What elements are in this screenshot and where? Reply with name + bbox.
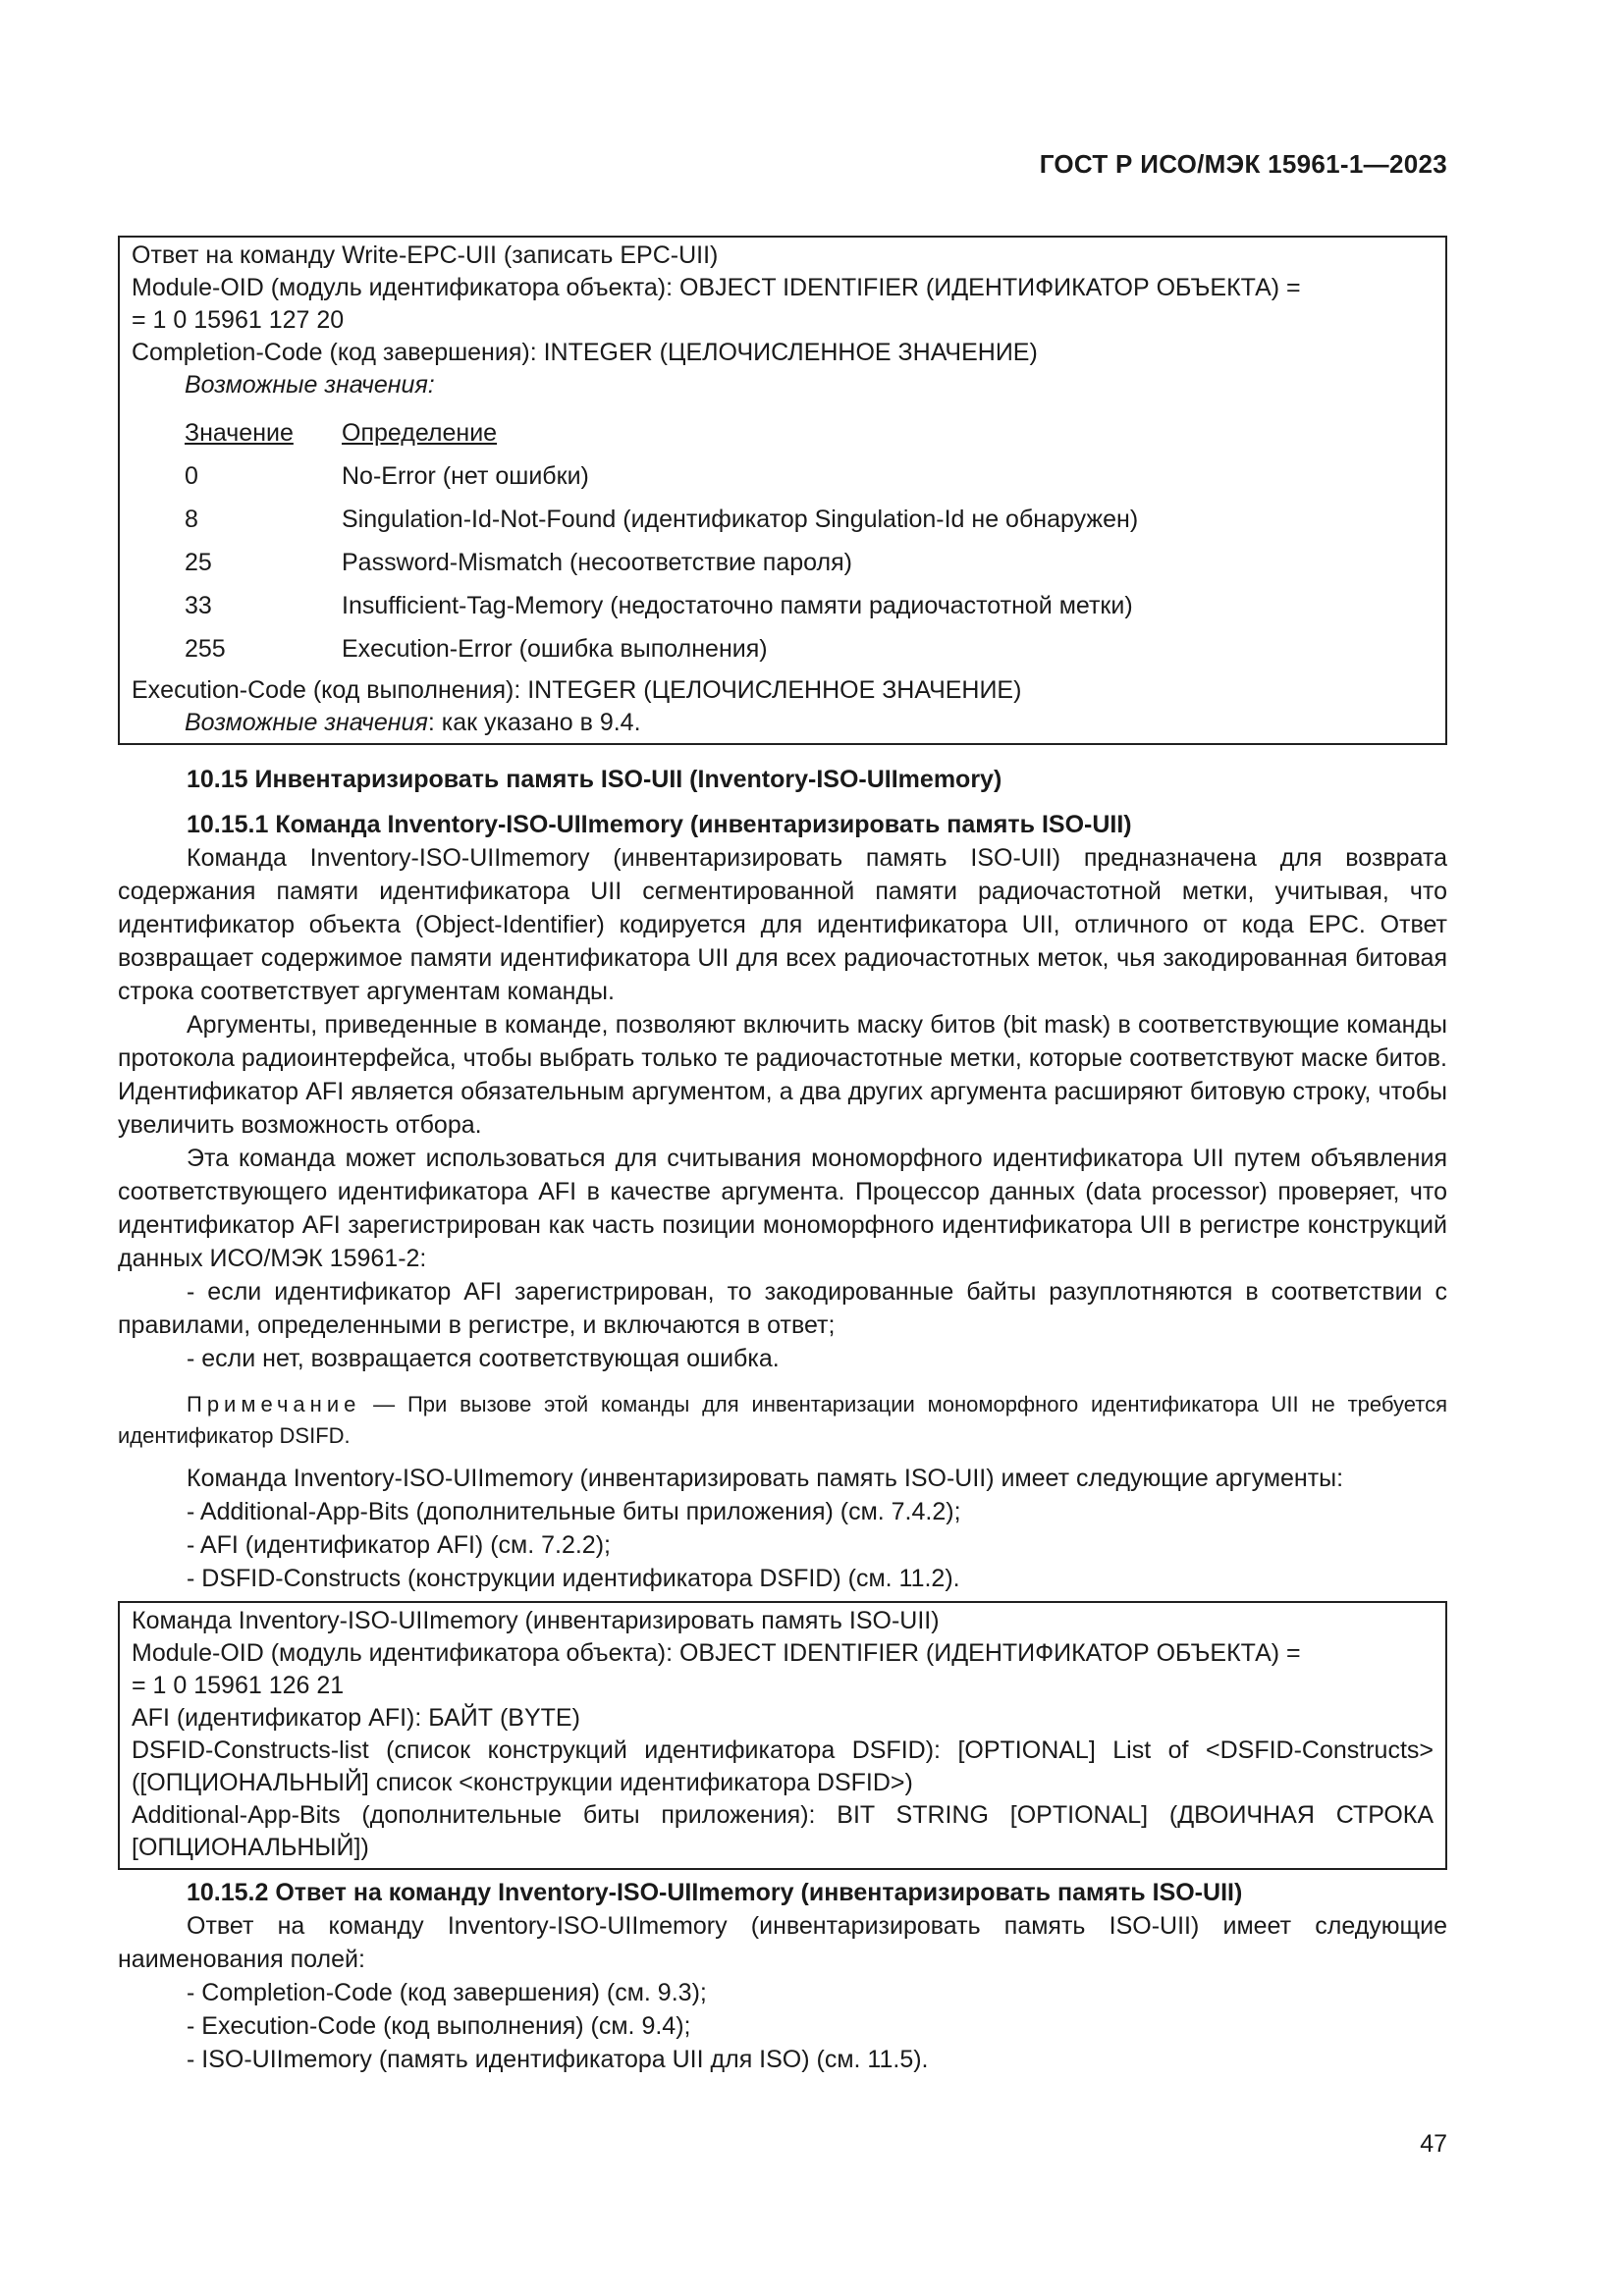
section-heading-10-15-1: 10.15.1 Команда Inventory-ISO-UIImemory (инвентаризировать память ISO-UII) xyxy=(187,811,1132,838)
row-value: 33 xyxy=(185,592,212,619)
command-inventory-iso-uiimemory-box xyxy=(118,1601,1447,1870)
paragraph: Аргументы, приведенные в команде, позволяют включить маску битов (bit mask) в соответствующие команды протокола радиоинтерфейса, чтобы выбрать только те радиочастотные метки, которые соответствуют маске битов. Идентификатор AFI является обязательным аргументом, а два других аргумента расширяют битовую строку, чтобы увеличить возможность отбора. xyxy=(118,1011,1447,1139)
list-item: - если идентификатор AFI зарегистрирован, то закодированные байты разуплотняются в соответствии с правилами, определенными в регистре, и включаются в ответ; xyxy=(118,1278,1447,1339)
section-heading-10-15-2: 10.15.2 Ответ на команду Inventory-ISO-UIImemory (инвентаризировать память ISO-UII) xyxy=(187,1879,1243,1906)
values-table-header xyxy=(185,411,1434,454)
list-item: - AFI (идентификатор AFI) (см. 7.2.2); xyxy=(187,1531,611,1559)
arguments-intro: Команда Inventory-ISO-UIImemory (инвентаризировать память ISO-UII) имеет следующие аргументы: xyxy=(187,1465,1344,1492)
row-definition: Singulation-Id-Not-Found (идентификатор Singulation-Id не обнаружен) xyxy=(342,506,1139,533)
execution-possible-italic: Возможные значения xyxy=(185,709,428,736)
list-item: - если нет, возвращается соответствующая ошибка. xyxy=(187,1345,780,1372)
row-value: 25 xyxy=(185,549,212,576)
execution-possible-rest: : как указано в 9.4. xyxy=(427,709,641,736)
paragraph: Эта команда может использоваться для считывания мономорфного идентификатора UII путем объявления соответствующего идентификатора AFI в качестве аргумента. Процессор данных (data processor) проверяет, что идентификатор AFI зарегистрирован как часть позиции мономорфного идентификатора UII в регистре конструкций данных ИСО/МЭК 15961-2: xyxy=(118,1145,1447,1272)
response-write-epc-uii-box xyxy=(118,236,1447,745)
document-header: ГОСТ Р ИСО/МЭК 15961-1—2023 xyxy=(1039,149,1447,179)
values-table-row xyxy=(185,627,1434,670)
values-table-row xyxy=(185,498,1434,541)
list-item: - ISO-UIImemory (память идентификатора UII для ISO) (см. 11.5). xyxy=(187,2046,929,2073)
note-label: Примечание xyxy=(187,1392,361,1416)
row-definition: No-Error (нет ошибки) xyxy=(342,462,589,490)
row-definition: Insufficient-Tag-Memory (недостаточно памяти радиочастотной метки) xyxy=(342,592,1133,619)
box-line: AFI (идентификатор AFI): БАЙТ (BYTE) xyxy=(132,1704,580,1732)
row-definition: Password-Mismatch (несоответствие пароля) xyxy=(342,549,852,576)
column-header-definition: Определение xyxy=(342,419,498,447)
list-item: - Additional-App-Bits (дополнительные биты приложения) (см. 7.4.2); xyxy=(187,1498,961,1525)
section-heading-10-15: 10.15 Инвентаризировать память ISO-UII (Inventory-ISO-UIImemory) xyxy=(187,766,1002,793)
box-line: Module-OID (модуль идентификатора объекта): OBJECT IDENTIFIER (ИДЕНТИФИКАТОР ОБЪЕКТА) = xyxy=(132,1639,1301,1667)
row-value: 0 xyxy=(185,462,198,490)
box-line: Ответ на команду Write-EPC-UII (записать EPC-UII) xyxy=(132,241,719,269)
execution-code-line: Execution-Code (код выполнения): INTEGER (ЦЕЛОЧИСЛЕННОЕ ЗНАЧЕНИЕ) xyxy=(132,676,1022,704)
box-line: = 1 0 15961 126 21 xyxy=(132,1672,345,1699)
box-line: DSFID-Constructs-list (список конструкций идентификатора DSFID): [OPTIONAL] List of <DSFID-Constructs> ([ОПЦИОНАЛЬНЫЙ] список <конструкции идентификатора DSFID>) xyxy=(132,1736,1434,1796)
execution-possible-values xyxy=(132,707,1434,739)
response-intro: Ответ на команду Inventory-ISO-UIImemory (инвентаризировать память ISO-UII) имеет следующие наименования полей: xyxy=(118,1912,1447,1973)
list-item: - DSFID-Constructs (конструкции идентификатора DSFID) (см. 11.2). xyxy=(187,1565,960,1592)
values-table-row xyxy=(185,584,1434,627)
values-table-row xyxy=(185,454,1434,498)
list-item: - Execution-Code (код выполнения) (см. 9.4); xyxy=(187,2012,691,2040)
row-value: 255 xyxy=(185,635,226,663)
column-header-value: Значение xyxy=(185,419,294,447)
row-value: 8 xyxy=(185,506,198,533)
note xyxy=(118,1389,1447,1452)
values-table-row xyxy=(185,541,1434,584)
box-line: = 1 0 15961 127 20 xyxy=(132,306,345,334)
box-line: Additional-App-Bits (дополнительные биты приложения): BIT STRING [OPTIONAL] (ДВОИЧНАЯ СТРОКА [ОПЦИОНАЛЬНЫЙ]) xyxy=(132,1801,1434,1861)
page-content xyxy=(118,236,1447,2076)
box-line: Команда Inventory-ISO-UIImemory (инвентаризировать память ISO-UII) xyxy=(132,1607,940,1634)
list-item: - Completion-Code (код завершения) (см. 9.3); xyxy=(187,1979,707,2006)
note-text: — При вызове этой команды для инвентаризации мономорфного идентификатора UII не требуется идентификатор DSIFD. xyxy=(118,1392,1447,1448)
possible-values-label: Возможные значения: xyxy=(185,371,435,399)
box-line: Module-OID (модуль идентификатора объекта): OBJECT IDENTIFIER (ИДЕНТИФИКАТОР ОБЪЕКТА) = xyxy=(132,274,1301,301)
values-table xyxy=(185,411,1434,670)
page-number: 47 xyxy=(1420,2130,1447,2158)
box-line: Completion-Code (код завершения): INTEGER (ЦЕЛОЧИСЛЕННОЕ ЗНАЧЕНИЕ) xyxy=(132,339,1038,366)
row-definition: Execution-Error (ошибка выполнения) xyxy=(342,635,768,663)
paragraph: Команда Inventory-ISO-UIImemory (инвентаризировать память ISO-UII) предназначена для возврата содержания памяти идентификатора UII сегментированной памяти радиочастотной метки, учитывая, что идентификатор объекта (Object-Identifier) кодируется для идентификатора UII, отличного от кода EPC. Ответ возвращает содержимое памяти идентификатора UII для всех радиочастотных меток, чья закодированная битовая строка соответствует аргументам команды. xyxy=(118,844,1447,1005)
